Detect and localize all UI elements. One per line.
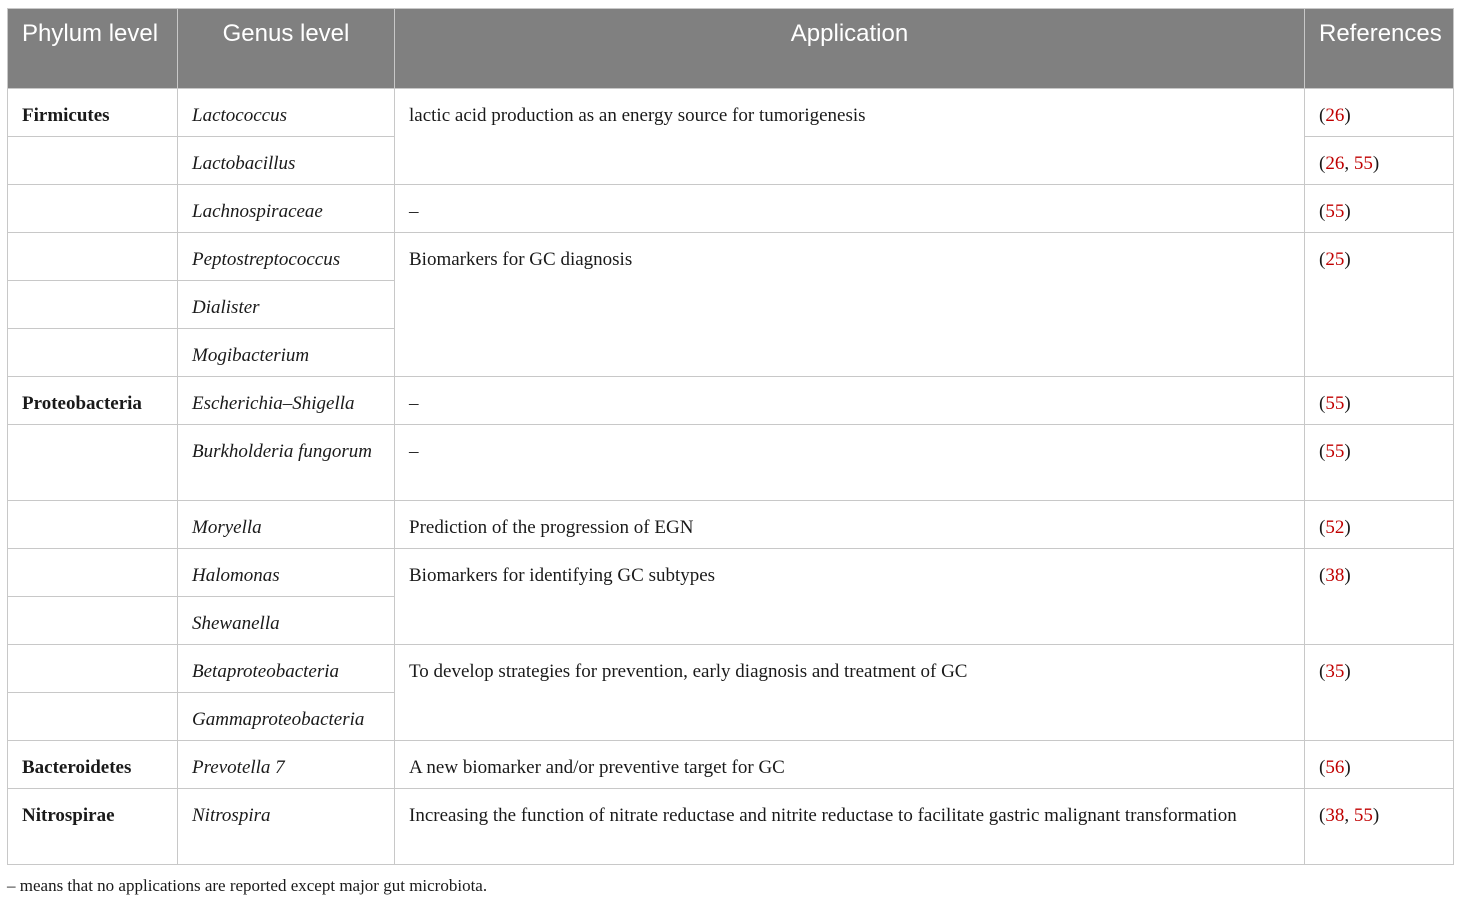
table-row bbox=[8, 233, 1454, 281]
header-genus: Genus level bbox=[178, 9, 395, 89]
genus-cell: Moryella bbox=[178, 501, 395, 549]
phylum-cell: Firmicutes bbox=[8, 89, 178, 137]
references-cell: (35) bbox=[1305, 645, 1454, 741]
reference-link[interactable]: 55 bbox=[1325, 441, 1345, 462]
table-row bbox=[8, 549, 1454, 597]
application-cell: lactic acid production as an energy source for tumorigenesis bbox=[395, 89, 1305, 185]
reference-link[interactable]: 55 bbox=[1353, 805, 1373, 826]
phylum-cell: Nitrospirae bbox=[8, 789, 178, 865]
application-cell: – bbox=[395, 185, 1305, 233]
reference-link[interactable]: 38 bbox=[1325, 565, 1345, 586]
table-row bbox=[8, 89, 1454, 137]
phylum-cell bbox=[8, 597, 178, 645]
genus-cell: Peptostreptococcus bbox=[178, 233, 395, 281]
phylum-cell bbox=[8, 501, 178, 549]
genus-cell: Lactobacillus bbox=[178, 137, 395, 185]
table-row bbox=[8, 377, 1454, 425]
header-application: Application bbox=[395, 9, 1305, 89]
phylum-cell: Bacteroidetes bbox=[8, 741, 178, 789]
references-cell: (55) bbox=[1305, 377, 1454, 425]
genus-cell: Halomonas bbox=[178, 549, 395, 597]
references-cell: (55) bbox=[1305, 425, 1454, 501]
phylum-cell bbox=[8, 549, 178, 597]
references-cell: (38, 55) bbox=[1305, 789, 1454, 865]
references-cell: (56) bbox=[1305, 741, 1454, 789]
phylum-cell bbox=[8, 425, 178, 501]
application-cell: To develop strategies for prevention, early diagnosis and treatment of GC bbox=[395, 645, 1305, 741]
table-row bbox=[8, 789, 1454, 865]
genus-cell: Dialister bbox=[178, 281, 395, 329]
table-row bbox=[8, 425, 1454, 501]
phylum-cell bbox=[8, 329, 178, 377]
phylum-cell bbox=[8, 233, 178, 281]
genus-cell: Gammaproteobacteria bbox=[178, 693, 395, 741]
application-cell: Increasing the function of nitrate reductase and nitrite reductase to facilitate gastric malignant transformation bbox=[395, 789, 1305, 865]
reference-link[interactable]: 52 bbox=[1325, 517, 1345, 538]
genus-cell: Lachnospiraceae bbox=[178, 185, 395, 233]
references-cell: (26, 55) bbox=[1305, 137, 1454, 185]
header-row bbox=[8, 9, 1454, 89]
references-cell: (25) bbox=[1305, 233, 1454, 377]
reference-link[interactable]: 56 bbox=[1325, 757, 1345, 778]
references-cell: (26) bbox=[1305, 89, 1454, 137]
application-cell: Biomarkers for GC diagnosis bbox=[395, 233, 1305, 377]
phylum-cell: Proteobacteria bbox=[8, 377, 178, 425]
application-cell: – bbox=[395, 377, 1305, 425]
reference-link[interactable]: 55 bbox=[1325, 393, 1345, 414]
references-cell: (55) bbox=[1305, 185, 1454, 233]
phylum-cell bbox=[8, 185, 178, 233]
phylum-cell bbox=[8, 281, 178, 329]
reference-link[interactable]: 55 bbox=[1353, 153, 1373, 174]
genus-cell: Nitrospira bbox=[178, 789, 395, 865]
genus-cell: Escherichia–Shigella bbox=[178, 377, 395, 425]
genus-cell: Betaproteobacteria bbox=[178, 645, 395, 693]
genus-cell: Shewanella bbox=[178, 597, 395, 645]
application-cell: Biomarkers for identifying GC subtypes bbox=[395, 549, 1305, 645]
microbiota-table bbox=[7, 8, 1454, 865]
reference-link[interactable]: 26 bbox=[1325, 153, 1345, 174]
phylum-cell bbox=[8, 693, 178, 741]
table-footnote: – means that no applications are reported except major gut microbiota. bbox=[7, 876, 488, 895]
genus-cell: Mogibacterium bbox=[178, 329, 395, 377]
phylum-cell bbox=[8, 645, 178, 693]
reference-link[interactable]: 25 bbox=[1325, 249, 1345, 270]
genus-cell: Burkholderia fungorum bbox=[178, 425, 395, 501]
phylum-cell bbox=[8, 137, 178, 185]
table-row bbox=[8, 501, 1454, 549]
reference-link[interactable]: 38 bbox=[1325, 805, 1345, 826]
references-cell: (52) bbox=[1305, 501, 1454, 549]
genus-cell: Lactococcus bbox=[178, 89, 395, 137]
application-cell: A new biomarker and/or preventive target for GC bbox=[395, 741, 1305, 789]
reference-link[interactable]: 55 bbox=[1325, 201, 1345, 222]
table-row bbox=[8, 645, 1454, 693]
reference-link[interactable]: 26 bbox=[1325, 105, 1345, 126]
application-cell: Prediction of the progression of EGN bbox=[395, 501, 1305, 549]
application-cell: – bbox=[395, 425, 1305, 501]
table-row bbox=[8, 741, 1454, 789]
header-references: References bbox=[1305, 9, 1454, 89]
reference-link[interactable]: 35 bbox=[1325, 661, 1345, 682]
table-row bbox=[8, 185, 1454, 233]
references-cell: (38) bbox=[1305, 549, 1454, 645]
header-phylum: Phylum level bbox=[8, 9, 178, 89]
genus-cell: Prevotella 7 bbox=[178, 741, 395, 789]
